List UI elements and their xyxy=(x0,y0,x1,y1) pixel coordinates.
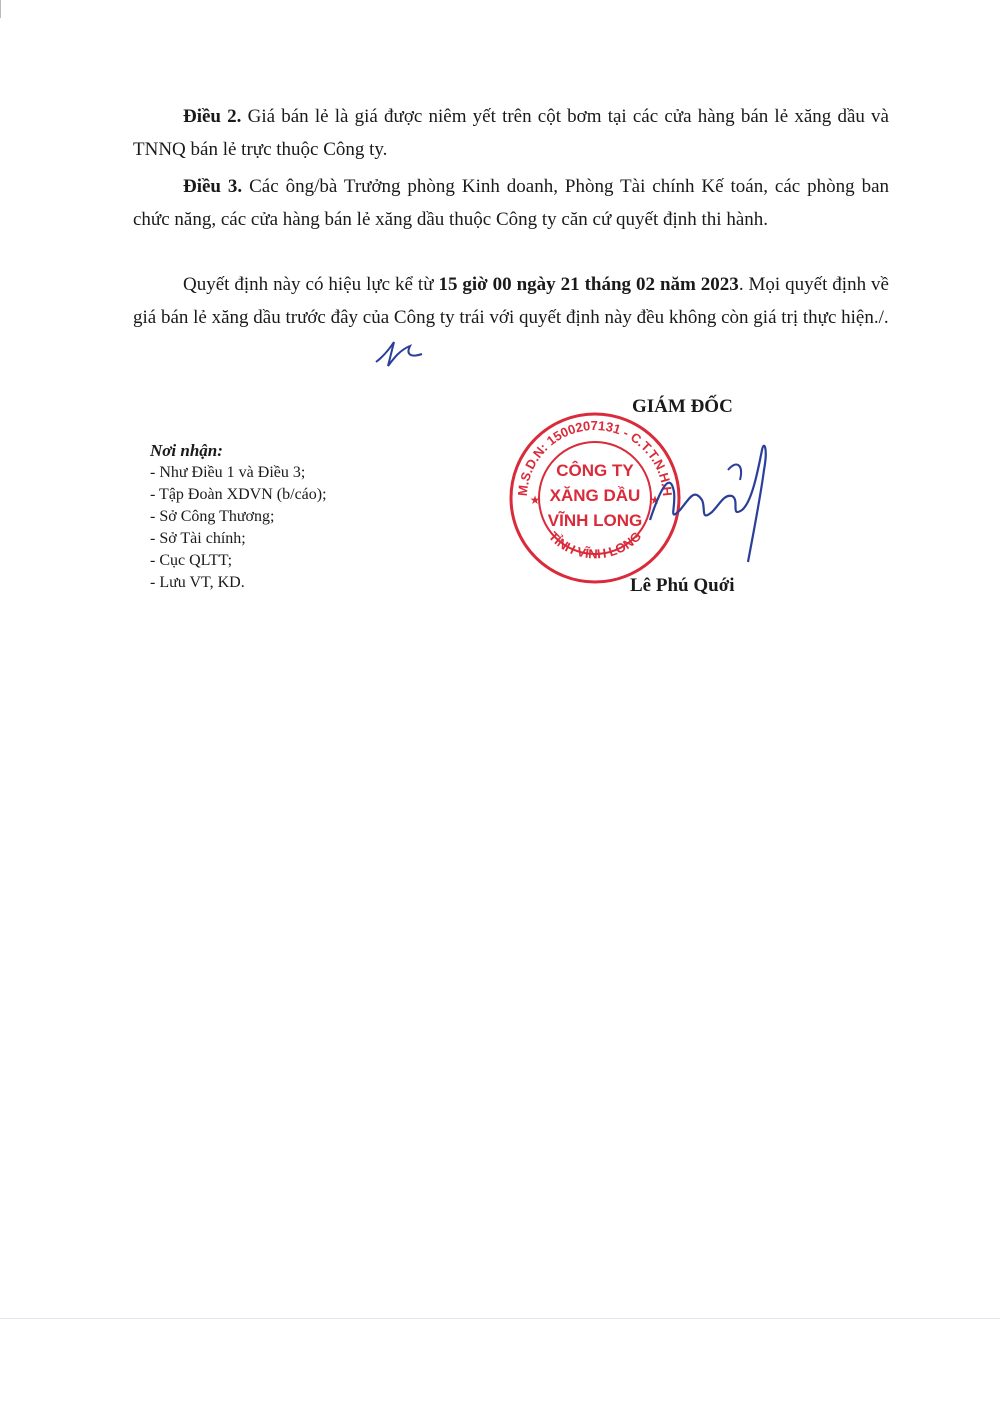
stamp-line-1: CÔNG TY xyxy=(556,461,634,480)
recipient-item: - Lưu VT, KD. xyxy=(150,574,245,591)
page-bottom-divider xyxy=(0,1318,1000,1319)
article-3-paragraph xyxy=(133,170,889,236)
recipients-block xyxy=(150,440,327,594)
stamp-line-3: VĨNH LONG xyxy=(547,511,643,530)
effective-text-after: . Mọi quyết định về giá bán lẻ xăng dầu trước đây của Công ty trái với quyết định này đều không còn giá trị thực hiện./. xyxy=(133,274,889,328)
stamp-ring-top: M.S.D.N: 1500207131 - C.T.T.N.H.H xyxy=(514,417,676,497)
effective-time: 15 giờ 00 ngày 21 tháng 02 năm 2023 xyxy=(438,274,739,295)
signer-name: Lê Phú Quới xyxy=(630,575,735,596)
recipients-list xyxy=(150,462,327,594)
recipient-item: - Sở Công Thương; xyxy=(150,508,275,525)
stamp-line-2: XĂNG DẦU xyxy=(549,486,641,505)
scan-corner-mark xyxy=(0,0,7,18)
effective-paragraph xyxy=(133,268,889,334)
article-3-text: Các ông/bà Trưởng phòng Kinh doanh, Phòng Tài chính Kế toán, các phòng ban chức năng, các cửa hàng bán lẻ xăng dầu thuộc Công ty căn cứ quyết định thi hành. xyxy=(133,176,889,230)
recipient-item: - Cục QLTT; xyxy=(150,552,233,569)
article-2-text: Giá bán lẻ là giá được niêm yết trên cột bơm tại các cửa hàng bán lẻ xăng dầu và TNNQ bán lẻ trực thuộc Công ty. xyxy=(133,106,889,160)
stamp-star-icon: ★ xyxy=(649,493,661,507)
article-2-label: Điều 2. xyxy=(183,106,242,127)
stamp-star-icon: ★ xyxy=(529,493,541,507)
article-2-paragraph xyxy=(133,100,889,166)
article-3-label: Điều 3. xyxy=(183,176,243,197)
recipient-item: - Như Điều 1 và Điều 3; xyxy=(150,464,306,481)
svg-text:TỈNH VĨNH LONG xyxy=(546,529,644,562)
recipient-item: - Sở Tài chính; xyxy=(150,530,246,547)
stamp-ring-bottom: TỈNH VĨNH LONG xyxy=(545,528,645,562)
signature-position: GIÁM ĐỐC xyxy=(632,396,733,417)
effective-text-before: Quyết định này có hiệu lực kể từ xyxy=(183,274,439,295)
initial-mark-icon xyxy=(370,336,430,370)
recipients-heading: Nơi nhận: xyxy=(150,441,223,460)
recipient-item: - Tập Đoàn XDVN (b/cáo); xyxy=(150,486,327,503)
handwritten-signature-icon xyxy=(640,430,780,570)
